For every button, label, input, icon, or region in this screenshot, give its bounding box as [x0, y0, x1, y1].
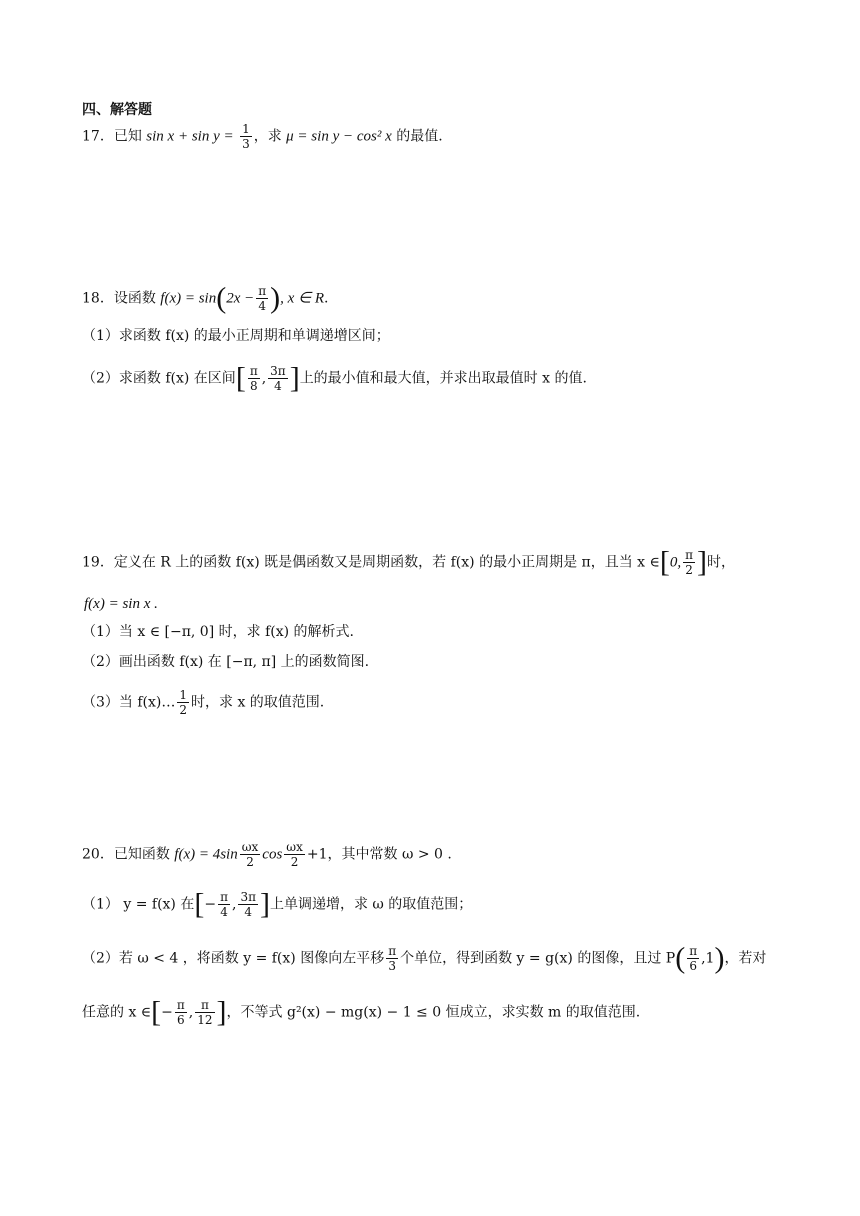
- q20-part-1: （1） y = f(x) 在[− $\frac{\pi}{4}$ , $\frac{3\pi}{4}$ ]上单调递增，求 ω 的取值范围；: [82, 887, 473, 921]
- q18-part-1: （1）求函数 f(x) 的最小正周期和单调递增区间；: [82, 328, 390, 344]
- question-18: 18．设函数 f(x) = sin(2x − $\frac{\pi}{4}$ ), x ∈ R.: [82, 281, 329, 315]
- q17-prefix: 已知: [113, 128, 142, 145]
- q18-prefix: 设函数: [113, 290, 156, 307]
- q19-part-3: （3）当 f(x)… $\frac{1}{2}$ 时，求 x 的取值范围.: [82, 688, 325, 717]
- q18-argument: 2x −: [226, 290, 255, 307]
- q20-number: 20．: [82, 846, 114, 863]
- q18-domain: , x ∈ R: [280, 290, 325, 307]
- q17-mid: ，求: [253, 128, 282, 145]
- q18-arg-fraction: $\frac{\pi}{4}$: [258, 284, 267, 313]
- q17-condition: sin x + sin y =: [146, 128, 234, 145]
- q20-part-2: （2）若 ω < 4 ，将函数 y = f(x) 图像向左平移 $\frac{\pi}{3}$ 个单位，得到函数 y = g(x) 的图像，且过 P( $\frac{\pi}{6}$ ,1)，若对: [82, 941, 767, 975]
- q17-suffix: 的最值.: [396, 128, 443, 145]
- q19-part-1: （1）当 x ∈ [−π, 0] 时，求 f(x) 的解析式.: [82, 624, 354, 640]
- q20-part-3: 任意的 x ∈[− $\frac{\pi}{6}$ , $\frac{\pi}{12}$ ]，不等式 g²(x) − mg(x) − 1 ≤ 0 恒成立，求实数 m 的取值范围.: [82, 995, 641, 1029]
- q19-number: 19．: [82, 554, 114, 571]
- section-heading: 四、解答题: [82, 102, 152, 118]
- q18-number: 18．: [82, 290, 114, 307]
- q18-part-2: （2）求函数 f(x) 在区间[ $\frac{\pi}{8}$ , $\frac{3\pi}{4}$ ]上的最小值和最大值，并求出取最值时 x 的值.: [82, 361, 587, 395]
- question-20: 20．已知函数 f(x) = 4sin $\frac{\omega x}{2}$ cos $\frac{\omega x}{2}$ +1，其中常数 ω > 0 .: [82, 840, 452, 869]
- q19-part-2: （2）画出函数 f(x) 在 [−π, π] 上的函数简图.: [82, 654, 370, 670]
- q17-fraction: $\frac{1}{3}$: [242, 122, 250, 151]
- q18-function: f(x) = sin: [160, 290, 217, 307]
- q17-number: 17．: [82, 128, 114, 145]
- question-19: 19．定义在 R 上的函数 f(x) 既是偶函数又是周期函数，若 f(x) 的最小正周期是 π，且当 x ∈[0, $\frac{\pi}{2}$ ]时，: [82, 545, 736, 579]
- q19-line-2: f(x) = sin x .: [84, 596, 158, 612]
- question-17: [82, 122, 860, 151]
- q17-expression: μ = sin y − cos² x: [286, 128, 392, 145]
